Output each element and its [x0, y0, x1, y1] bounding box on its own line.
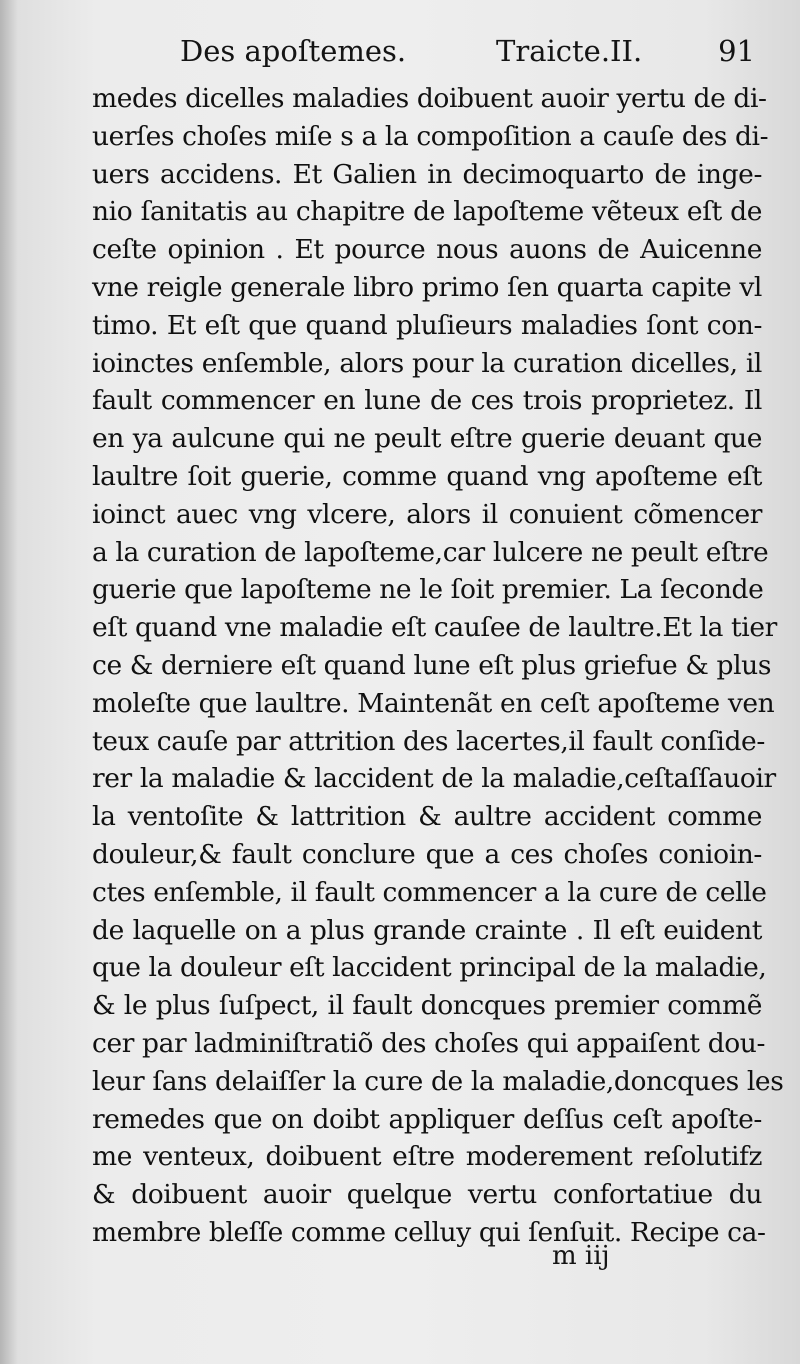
text-line: en ya aulcune qui ne peult eſtre guerie deuant que	[92, 423, 762, 455]
text-line: a la curation de lapoſteme,car lulcere ne peult eſtre	[92, 536, 769, 568]
section-title: Traicte.II.	[496, 34, 643, 68]
text-line: de laquelle on a plus grande crainte . Il eſt euident	[92, 914, 762, 946]
text-line: fault commencer en lune de ces trois proprietez. Il	[92, 385, 762, 417]
text-line: uers accidens. Et Galien in decimoquarto de inge-	[92, 158, 762, 190]
text-line: cer par ladminiſtratiõ des choſes qui appaiſent dou-	[92, 1027, 766, 1059]
page-header	[180, 34, 755, 84]
page-number: 91	[718, 34, 755, 68]
text-line: ctes enſemble, il fault commencer a la cure de celle	[92, 876, 767, 908]
body-text	[92, 80, 784, 1252]
text-line: timo. Et eſt que quand pluſieurs maladies ſont con-	[92, 309, 762, 341]
text-line: teux cauſe par attrition des lacertes,il fault conſide-	[92, 725, 765, 757]
text-line: medes dicelles maladies doibuent auoir yertu de di-	[92, 83, 767, 114]
text-line: ceſte opinion . Et pource nous auons de Auicenne	[92, 234, 762, 266]
text-line: & doibuent auoir quelque vertu confortatiue du	[92, 1179, 762, 1211]
text-line: me venteux, doibuent eſtre moderement reſolutifz	[92, 1141, 762, 1173]
text-line: laultre ſoit guerie, comme quand vng apoſteme eſt	[92, 460, 762, 492]
text-line: rer la maladie & laccident de la maladie,ceſtaſſauoir	[92, 763, 776, 795]
text-line: membre bleſſe comme celluy qui ſenſuit. Recipe ca-	[92, 1216, 766, 1248]
text-line: & le plus ſuſpect, il fault doncques premier commẽ	[92, 990, 762, 1022]
text-line: remedes que on doibt appliquer deſſus ceſt apoſte-	[92, 1103, 762, 1135]
text-line: uerſes choſes miſe s a la compoſition a cauſe des di-	[92, 120, 769, 152]
text-line: moleſte que laultre. Maintenãt en ceſt apoſteme ven	[92, 687, 775, 719]
text-line: leur ſans delaiſſer la cure de la maladie,doncques les	[92, 1065, 784, 1097]
text-line: douleur,& fault conclure que a ces choſes conioin-	[92, 838, 762, 870]
text-line: la ventoſite & lattrition & aultre accident comme	[92, 801, 762, 833]
text-line: ce & derniere eſt quand lune eſt plus griefue & plus	[92, 649, 772, 681]
text-line: ioinct auec vng vlcere, alors il conuient cõmencer	[92, 498, 762, 530]
text-line: nio ſanitatis au chapitre de lapoſteme vẽteux eſt de	[92, 196, 762, 228]
text-line: ioinctes enſemble, alors pour la curation dicelles, il	[92, 347, 762, 379]
text-line: guerie que lapoſteme ne le ſoit premier. La ſeconde	[92, 574, 764, 606]
gutter-shadow	[0, 0, 18, 1364]
text-line: vne reigle generale libro primo ſen quarta capite vl	[92, 271, 762, 303]
text-line: que la douleur eſt laccident principal de la maladie,	[92, 952, 767, 984]
running-title: Des apoſtemes.	[180, 34, 407, 68]
signature-mark: m iij	[552, 1241, 610, 1271]
text-line: eſt quand vne maladie eſt cauſee de laultre.Et la tier	[92, 612, 777, 644]
